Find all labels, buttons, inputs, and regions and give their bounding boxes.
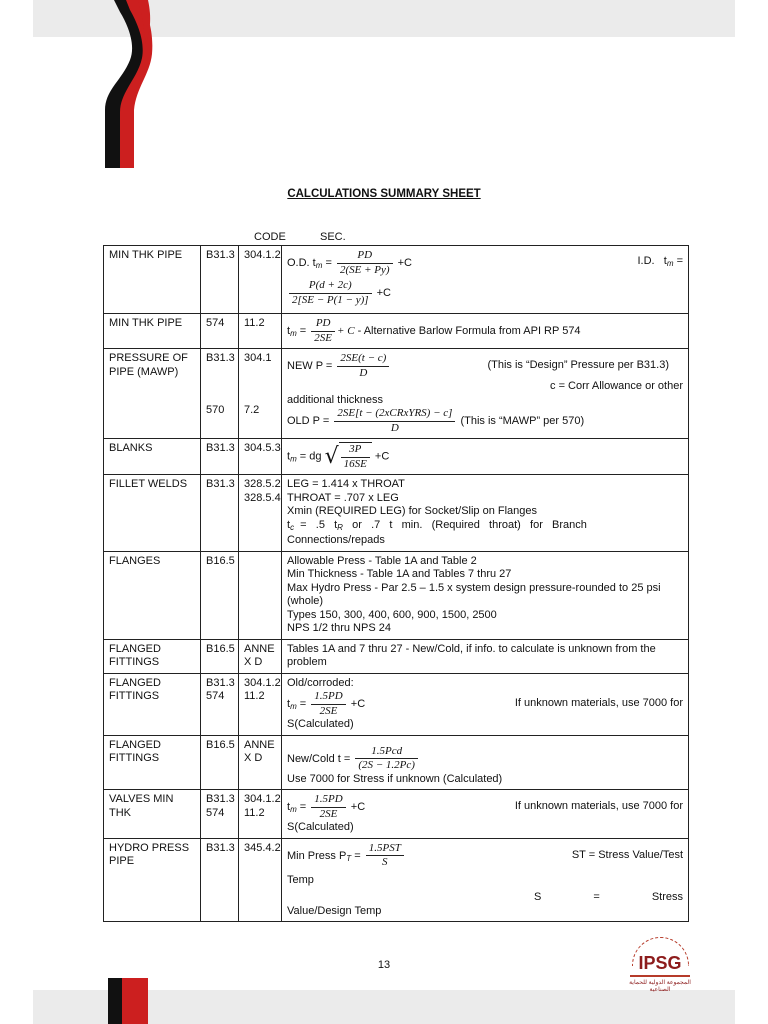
sec-cell: 304.1.2 11.2 — [239, 790, 282, 839]
table-row — [104, 673, 689, 735]
item-cell: MIN THK PIPE — [104, 314, 201, 349]
code-cell: B31.3 — [201, 838, 239, 922]
code-cell: B16.5 — [201, 551, 239, 639]
item-cell: HYDRO PRESS PIPE — [104, 838, 201, 922]
sec-cell: 304.1.2 — [239, 246, 282, 314]
formula-cell: Allowable Press - Table 1A and Table 2 Min Thickness - Table 1A and Tables 7 thru 27 Max Hydro Press - Par 2.5 – 1.5 x system design pressure-rounded to 25 psi (whole) Types 150, 300, 400, 600, 900, 1500, 2500 NPS 1/2 thru NPS 24 — [282, 551, 689, 639]
table-row — [104, 246, 689, 314]
item-cell: FLANGED FITTINGS — [104, 639, 201, 673]
item-cell: FLANGED FITTINGS — [104, 735, 201, 790]
item-cell: FILLET WELDS — [104, 475, 201, 552]
sec-cell: 304.5.3 — [239, 439, 282, 475]
formula-cell: Tables 1A and 7 thru 27 - New/Cold, if info. to calculate is unknown from the problem — [282, 639, 689, 673]
square-root: √ $\frac{3P}{16SE}$ — [325, 442, 372, 471]
formula-cell: O.D. $t_m$ = $\frac{PD}{2(SE + Py)}$ +C I.D. $t_m$ = $\frac{P(d + 2c)}{2[SE - P(1 - y)]}$ +C — [282, 246, 689, 314]
ipsg-logo: IPSG المجموعة الدولية للحماية الصناعية — [628, 935, 692, 989]
table-row — [104, 439, 689, 475]
page-number: 13 — [377, 959, 391, 971]
item-cell: VALVES MIN THK — [104, 790, 201, 839]
formula-cell: $t_m$ = dg √ $\frac{3P}{16SE}$ +C — [282, 439, 689, 475]
sec-cell: 11.2 — [239, 314, 282, 349]
code-cell: B31.3 570 — [201, 349, 239, 439]
item-cell: FLANGED FITTINGS — [104, 673, 201, 735]
formula-cell: LEG = 1.414 x THROAT THROAT = .707 x LEG Xmin (REQUIRED LEG) for Socket/Slip on Flanges $t_c = .5$ $t_R$ or .7 t min. (Required throat) for Branch Connections/repads — [282, 475, 689, 552]
table-row — [104, 790, 689, 839]
sec-cell: 345.4.2 — [239, 838, 282, 922]
formula-cell: Min Press $P_T$ = $\frac{\text{1.5PST}}{S}$ ST = Stress Value/Test Temp S = Stress Value/Design Temp — [282, 838, 689, 922]
item-cell: PRESSURE OF PIPE (MAWP) — [104, 349, 201, 439]
sec-cell: 304.1.2 11.2 — [239, 673, 282, 735]
code-cell: B31.3 — [201, 475, 239, 552]
calculations-table — [103, 245, 689, 922]
code-cell: B16.5 — [201, 735, 239, 790]
code-column-header: CODE — [254, 231, 286, 243]
table-row — [104, 639, 689, 673]
code-cell: B16.5 — [201, 639, 239, 673]
od-fraction: $\frac{PD}{2(SE + Py)}$ — [337, 249, 393, 277]
table-row — [104, 838, 689, 922]
formula-cell: New/Cold t = $\frac{\text{1.5Pcd}}{(2S - 1.2Pc)}$ Use 7000 for Stress if unknown (Calculated) — [282, 735, 689, 790]
sec-cell: ANNE X D — [239, 735, 282, 790]
item-cell: FLANGES — [104, 551, 201, 639]
sec-cell: 304.1 7.2 — [239, 349, 282, 439]
formula-cell: NEW P = $\frac{2SE(t - c)}{D}$ (This is “Design” Pressure per B31.3) c = Corr Allowance or other additional thickness OLD P = $\frac{\text{2SE[t − (2xCRxYRS) − c]}}{D}$ (This is “MAWP” per 570) — [282, 349, 689, 439]
formula-cell: $t_m$ = $\frac{1.5PD}{2SE}$ +C If unknown materials, use 7000 for S(Calculated) — [282, 790, 689, 839]
table-row — [104, 349, 689, 439]
flame-footer-icon — [108, 978, 152, 1024]
code-cell: B31.3 — [201, 439, 239, 475]
sec-cell — [239, 551, 282, 639]
item-cell: BLANKS — [104, 439, 201, 475]
table-row — [104, 735, 689, 790]
table-row — [104, 551, 689, 639]
sec-column-header: SEC. — [320, 231, 346, 243]
sec-cell: ANNE X D — [239, 639, 282, 673]
code-cell: B31.3 — [201, 246, 239, 314]
id-fraction: $\frac{P(d + 2c)}{2[SE - P(1 - y)]}$ — [289, 279, 372, 307]
code-cell: B31.3 574 — [201, 790, 239, 839]
sec-cell: 328.5.2 328.5.4 — [239, 475, 282, 552]
table-row — [104, 314, 689, 349]
formula-cell: $t_m$ = $\frac{PD}{2SE}$ + C - Alternative Barlow Formula from API RP 574 — [282, 314, 689, 349]
formula-cell: Old/corroded: $t_m$ = $\frac{1.5PD}{2SE}$ +C If unknown materials, use 7000 for S(Calculated) — [282, 673, 689, 735]
code-cell: B31.3 574 — [201, 673, 239, 735]
page-title: CALCULATIONS SUMMARY SHEET — [287, 188, 481, 200]
flame-logo-icon — [100, 0, 160, 168]
code-cell: 574 — [201, 314, 239, 349]
item-cell: MIN THK PIPE — [104, 246, 201, 314]
table-row — [104, 475, 689, 552]
